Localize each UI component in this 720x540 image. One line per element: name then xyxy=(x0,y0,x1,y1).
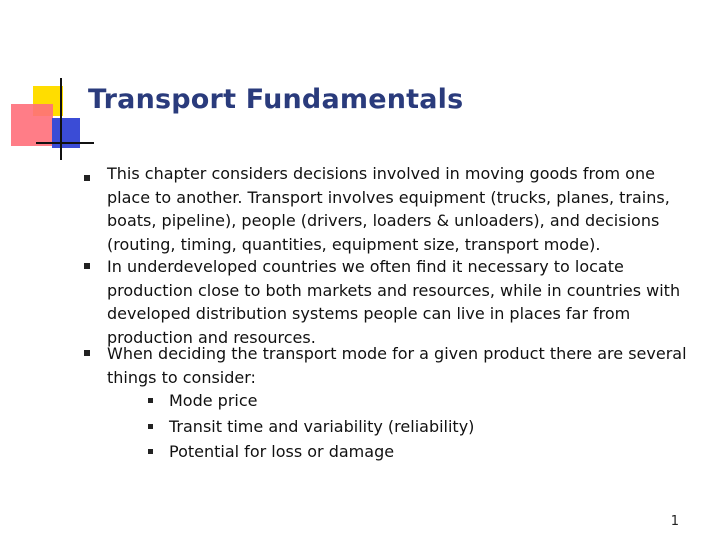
logo-vertical-line xyxy=(60,78,62,160)
sub-bullet-text: Potential for loss or damage xyxy=(169,442,395,461)
logo-horizontal-line xyxy=(36,142,94,144)
sub-bullet-text: Mode price xyxy=(169,391,258,410)
bullet-square-icon xyxy=(148,398,153,403)
bullet-square-icon xyxy=(84,175,90,181)
sub-bullet-text: Transit time and variability (reliability) xyxy=(169,417,475,436)
page-number: 1 xyxy=(670,514,679,529)
logo-red-square xyxy=(11,104,53,146)
bullet-text: In underdeveloped countries we often find it necessary to locate production close to both markets and resources, while in countries with developed distribution systems people can live in places far from production and resources. xyxy=(107,257,681,347)
bullet-text: This chapter considers decisions involved in moving goods from one place to another. Transport involves equipment (trucks, planes, trains, boats, pipeline), people (drivers, loaders & unloaders), and decisions (routing, timing, quantities, equipment size, transport mode). xyxy=(107,164,670,254)
bullet-square-icon xyxy=(148,424,153,429)
bullet-square-icon xyxy=(84,263,90,269)
bullet-square-icon xyxy=(84,350,90,356)
slide-title: Transport Fundamentals xyxy=(88,84,464,115)
bullet-text: When deciding the transport mode for a given product there are several things to consider: xyxy=(107,344,687,387)
bullet-square-icon xyxy=(148,449,153,454)
